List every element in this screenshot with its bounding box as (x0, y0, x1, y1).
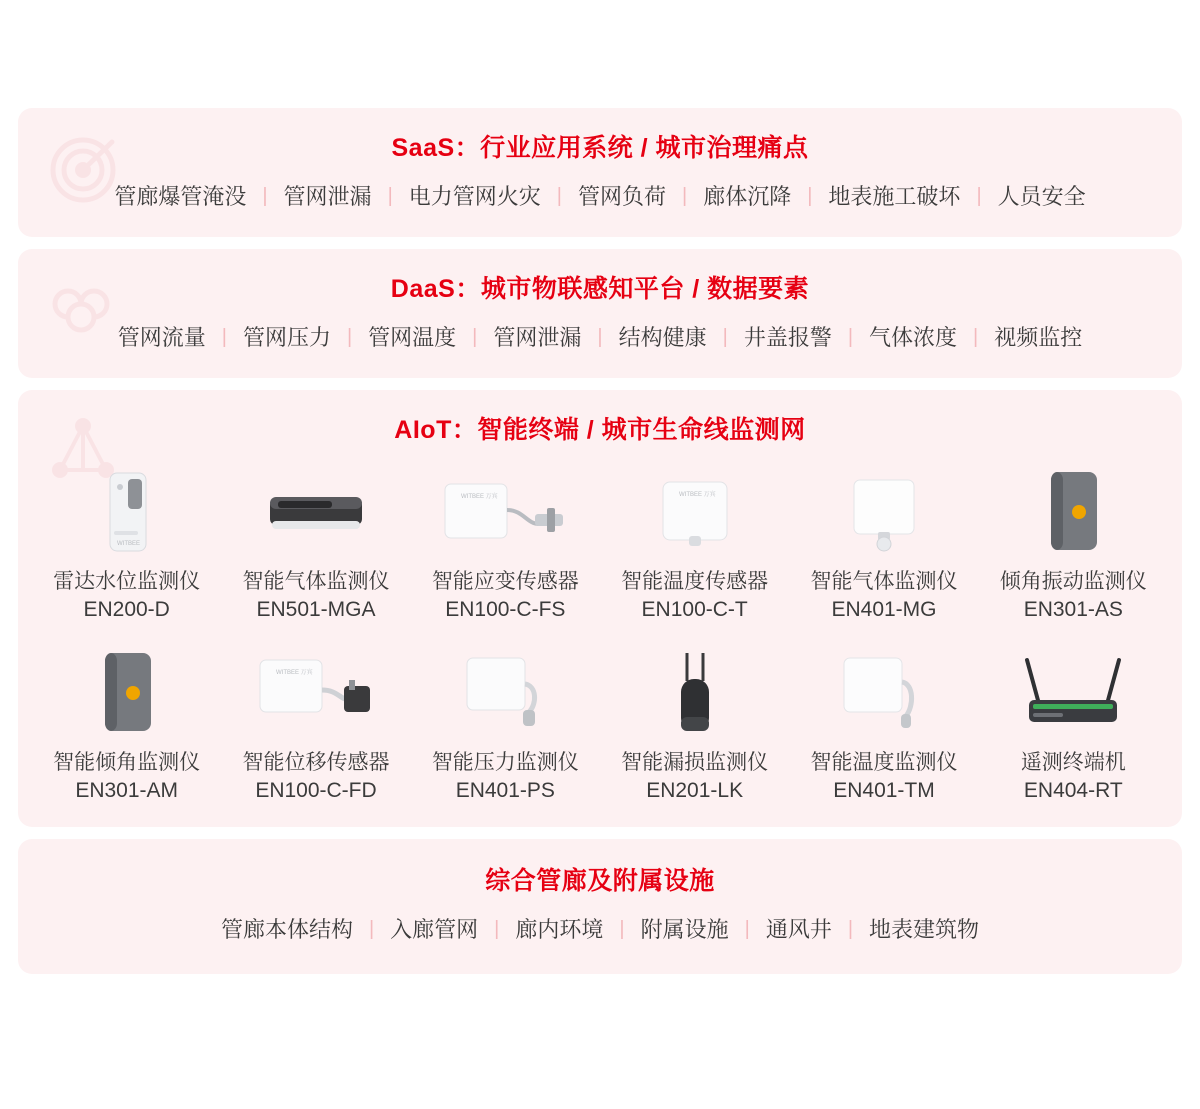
separator: | (472, 325, 478, 348)
saas-tag: 廊体沉降 (703, 184, 792, 209)
separator: | (387, 184, 393, 207)
aiot-title-main: 智能终端 / 城市生命线监测网 (477, 416, 806, 444)
daas-tag: 管网泄漏 (493, 325, 582, 350)
svg-text:WITBEE 万宾: WITBEE 万宾 (678, 492, 716, 498)
daas-band (18, 249, 1182, 378)
saas-tag: 管网泄漏 (283, 184, 372, 209)
aiot-title-prefix: AIoT： (394, 416, 478, 444)
device-model: EN401-MG (831, 598, 937, 622)
strain-sensor-device-icon (425, 466, 585, 558)
device-card[interactable] (411, 456, 600, 637)
device-card[interactable] (221, 637, 410, 818)
infrastructure-tag: 廊内环境 (515, 917, 604, 943)
device-card[interactable] (600, 637, 789, 818)
separator: | (346, 325, 353, 348)
saas-band (18, 108, 1182, 237)
temperature-monitor-device-icon (804, 647, 964, 739)
device-name: 智能应变传感器 (431, 570, 579, 593)
separator: | (619, 917, 625, 940)
device-name: 智能位移传感器 (242, 750, 390, 774)
daas-tag: 井盖报警 (743, 325, 832, 350)
tilt-vibration-device-icon (993, 466, 1153, 558)
device-model: EN501-MGA (256, 598, 376, 622)
device-model: EN404-RT (1023, 779, 1123, 803)
separator: | (847, 917, 854, 940)
separator: | (494, 917, 500, 940)
device-model: EN200-D (83, 598, 170, 622)
device-card[interactable] (32, 456, 221, 637)
separator: | (368, 917, 375, 940)
separator: | (973, 325, 979, 348)
saas-title (18, 108, 1182, 170)
radar-water-level-device-icon (47, 466, 207, 558)
gas-monitor-device-icon (236, 466, 396, 558)
device-name: 智能气体监测仪 (810, 570, 958, 593)
infrastructure-tag-row (18, 903, 1182, 974)
device-name: 倾角振动监测仪 (999, 570, 1147, 593)
rtu-router-device-icon (993, 647, 1153, 739)
device-model: EN100-C-FD (255, 779, 377, 803)
device-name: 智能压力监测仪 (431, 750, 579, 774)
device-name: 遥测终端机 (1020, 750, 1126, 774)
infrastructure-tag: 管廊本体结构 (220, 917, 353, 943)
device-card[interactable] (600, 456, 789, 637)
device-card[interactable] (221, 456, 410, 637)
device-model: EN301-AM (75, 779, 179, 803)
daas-title-main: 城市物联感知平台 / 数据要素 (480, 275, 810, 303)
infrastructure-title: 综合管廊及附属设施 (485, 867, 715, 896)
saas-tag: 管网负荷 (577, 184, 666, 209)
tilt-monitor-device-icon (47, 647, 207, 739)
daas-title (18, 249, 1182, 311)
infrastructure-tag: 通风井 (765, 917, 832, 943)
separator: | (722, 325, 728, 348)
device-name: 智能气体监测仪 (242, 570, 390, 593)
saas-tag: 人员安全 (997, 184, 1086, 209)
separator: | (262, 184, 268, 207)
daas-title-prefix: DaaS： (390, 275, 481, 303)
daas-tag: 管网流量 (117, 325, 206, 350)
device-model: EN201-LK (646, 779, 744, 803)
saas-tag-row (18, 170, 1182, 237)
svg-text:WITBEE 万宾: WITBEE 万宾 (461, 494, 498, 500)
separator: | (221, 325, 227, 348)
daas-tag: 管网温度 (368, 325, 457, 350)
device-model: EN100-C-T (641, 598, 748, 622)
device-name: 雷达水位监测仪 (53, 570, 201, 593)
device-model: EN401-PS (455, 779, 555, 803)
daas-tag-row (18, 311, 1182, 378)
gas-sensor-device-icon (804, 466, 964, 558)
separator: | (976, 184, 982, 207)
daas-tag: 管网压力 (242, 325, 331, 350)
infrastructure-tag: 地表建筑物 (869, 917, 980, 943)
saas-tag: 地表施工破坏 (828, 184, 961, 209)
daas-tag: 结构健康 (618, 325, 707, 350)
device-card[interactable] (789, 456, 978, 637)
temperature-sensor-device-icon (615, 466, 775, 558)
saas-title-prefix: SaaS： (391, 134, 481, 162)
device-grid (18, 452, 1182, 821)
separator: | (744, 917, 750, 940)
separator: | (807, 184, 813, 207)
infrastructure-tag: 附属设施 (640, 917, 729, 943)
daas-tag: 视频监控 (994, 325, 1083, 350)
device-card[interactable] (789, 637, 978, 818)
aiot-band (18, 390, 1182, 827)
aiot-title (18, 390, 1182, 452)
device-name: 智能温度传感器 (621, 570, 769, 593)
daas-tag: 气体浓度 (869, 325, 958, 350)
svg-text:WITBEE: WITBEE (116, 541, 140, 547)
device-card[interactable] (979, 456, 1168, 637)
device-model: EN401-TM (833, 779, 935, 803)
saas-tag: 管廊爆管淹没 (114, 184, 247, 209)
device-card[interactable] (979, 637, 1168, 818)
device-model: EN100-C-FS (445, 598, 566, 622)
separator: | (847, 325, 854, 348)
displacement-sensor-device-icon (236, 647, 396, 739)
infrastructure-band (18, 839, 1182, 974)
device-model: EN301-AS (1023, 598, 1123, 622)
device-name: 智能温度监测仪 (810, 750, 958, 774)
svg-text:WITBEE 万宾: WITBEE 万宾 (275, 669, 313, 676)
separator: | (597, 325, 603, 348)
pressure-monitor-device-icon (425, 647, 585, 739)
device-name: 智能倾角监测仪 (53, 750, 201, 774)
device-card[interactable] (411, 637, 600, 818)
infrastructure-tag: 入廊管网 (390, 917, 479, 943)
separator: | (682, 184, 688, 207)
leak-monitor-device-icon (615, 647, 775, 739)
saas-title-main: 行业应用系统 / 城市治理痛点 (480, 134, 809, 162)
separator: | (556, 184, 562, 207)
saas-tag: 电力管网火灾 (408, 184, 541, 209)
device-card[interactable] (32, 637, 221, 818)
device-name: 智能漏损监测仪 (621, 750, 769, 774)
